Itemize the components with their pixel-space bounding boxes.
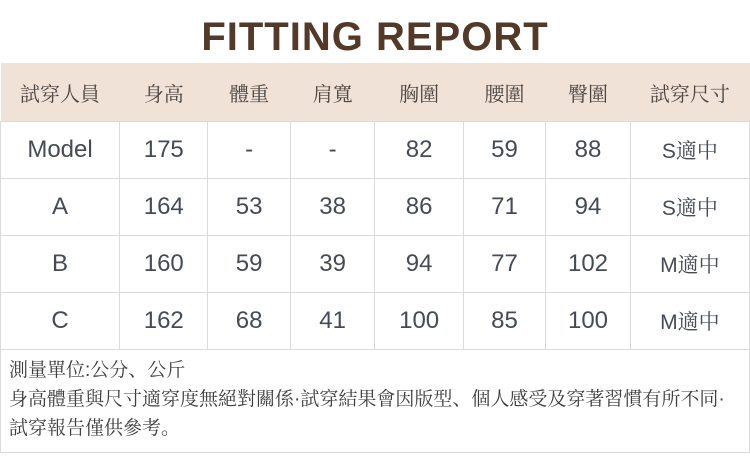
col-header-size: 試穿尺寸 <box>630 63 749 122</box>
cell-height: 162 <box>120 293 208 350</box>
cell-hip: 102 <box>546 236 631 293</box>
col-header-weight: 體重 <box>208 63 290 122</box>
col-header-height: 身高 <box>120 63 208 122</box>
cell-chest: 86 <box>375 179 463 236</box>
notes-section <box>0 350 750 453</box>
cell-height: 175 <box>120 122 208 179</box>
table-row-b <box>1 236 750 293</box>
cell-size: M適中 <box>630 236 749 293</box>
table-header-row <box>1 63 750 122</box>
table-row-c <box>1 293 750 350</box>
col-header-chest: 胸圍 <box>375 63 463 122</box>
cell-hip: 100 <box>546 293 631 350</box>
cell-height: 164 <box>120 179 208 236</box>
cell-waist: 85 <box>463 293 545 350</box>
cell-shoulder: 38 <box>290 179 375 236</box>
report-title: FITTING REPORT <box>201 15 549 59</box>
col-header-waist: 腰圍 <box>463 63 545 122</box>
cell-height: 160 <box>120 236 208 293</box>
cell-tester: A <box>1 179 120 236</box>
cell-waist: 71 <box>463 179 545 236</box>
cell-hip: 94 <box>546 179 631 236</box>
col-header-hip: 臀圍 <box>546 63 631 122</box>
cell-hip: 88 <box>546 122 631 179</box>
disclaimer-note: 身高體重與尺寸適穿度無絕對關係·試穿結果會因版型、個人感受及穿著習慣有所不同·試穿報告僅供參考。 <box>9 389 725 439</box>
cell-weight: 59 <box>208 236 290 293</box>
cell-weight: 68 <box>208 293 290 350</box>
measurement-unit-note: 測量單位:公分、公斤 <box>9 360 186 381</box>
cell-size: S適中 <box>630 179 749 236</box>
cell-tester: B <box>1 236 120 293</box>
col-header-tester: 試穿人員 <box>1 63 120 122</box>
cell-tester: C <box>1 293 120 350</box>
cell-chest: 100 <box>375 293 463 350</box>
fitting-table <box>0 63 750 350</box>
cell-chest: 82 <box>375 122 463 179</box>
cell-size: S適中 <box>630 122 749 179</box>
cell-shoulder: 41 <box>290 293 375 350</box>
table-row-model <box>1 122 750 179</box>
cell-size: M適中 <box>630 293 749 350</box>
cell-weight: 53 <box>208 179 290 236</box>
cell-chest: 94 <box>375 236 463 293</box>
cell-weight: - <box>208 122 290 179</box>
cell-shoulder: 39 <box>290 236 375 293</box>
col-header-shoulder: 肩寬 <box>290 63 375 122</box>
table-row-a <box>1 179 750 236</box>
cell-shoulder: - <box>290 122 375 179</box>
cell-waist: 59 <box>463 122 545 179</box>
cell-waist: 77 <box>463 236 545 293</box>
cell-tester: Model <box>1 122 120 179</box>
